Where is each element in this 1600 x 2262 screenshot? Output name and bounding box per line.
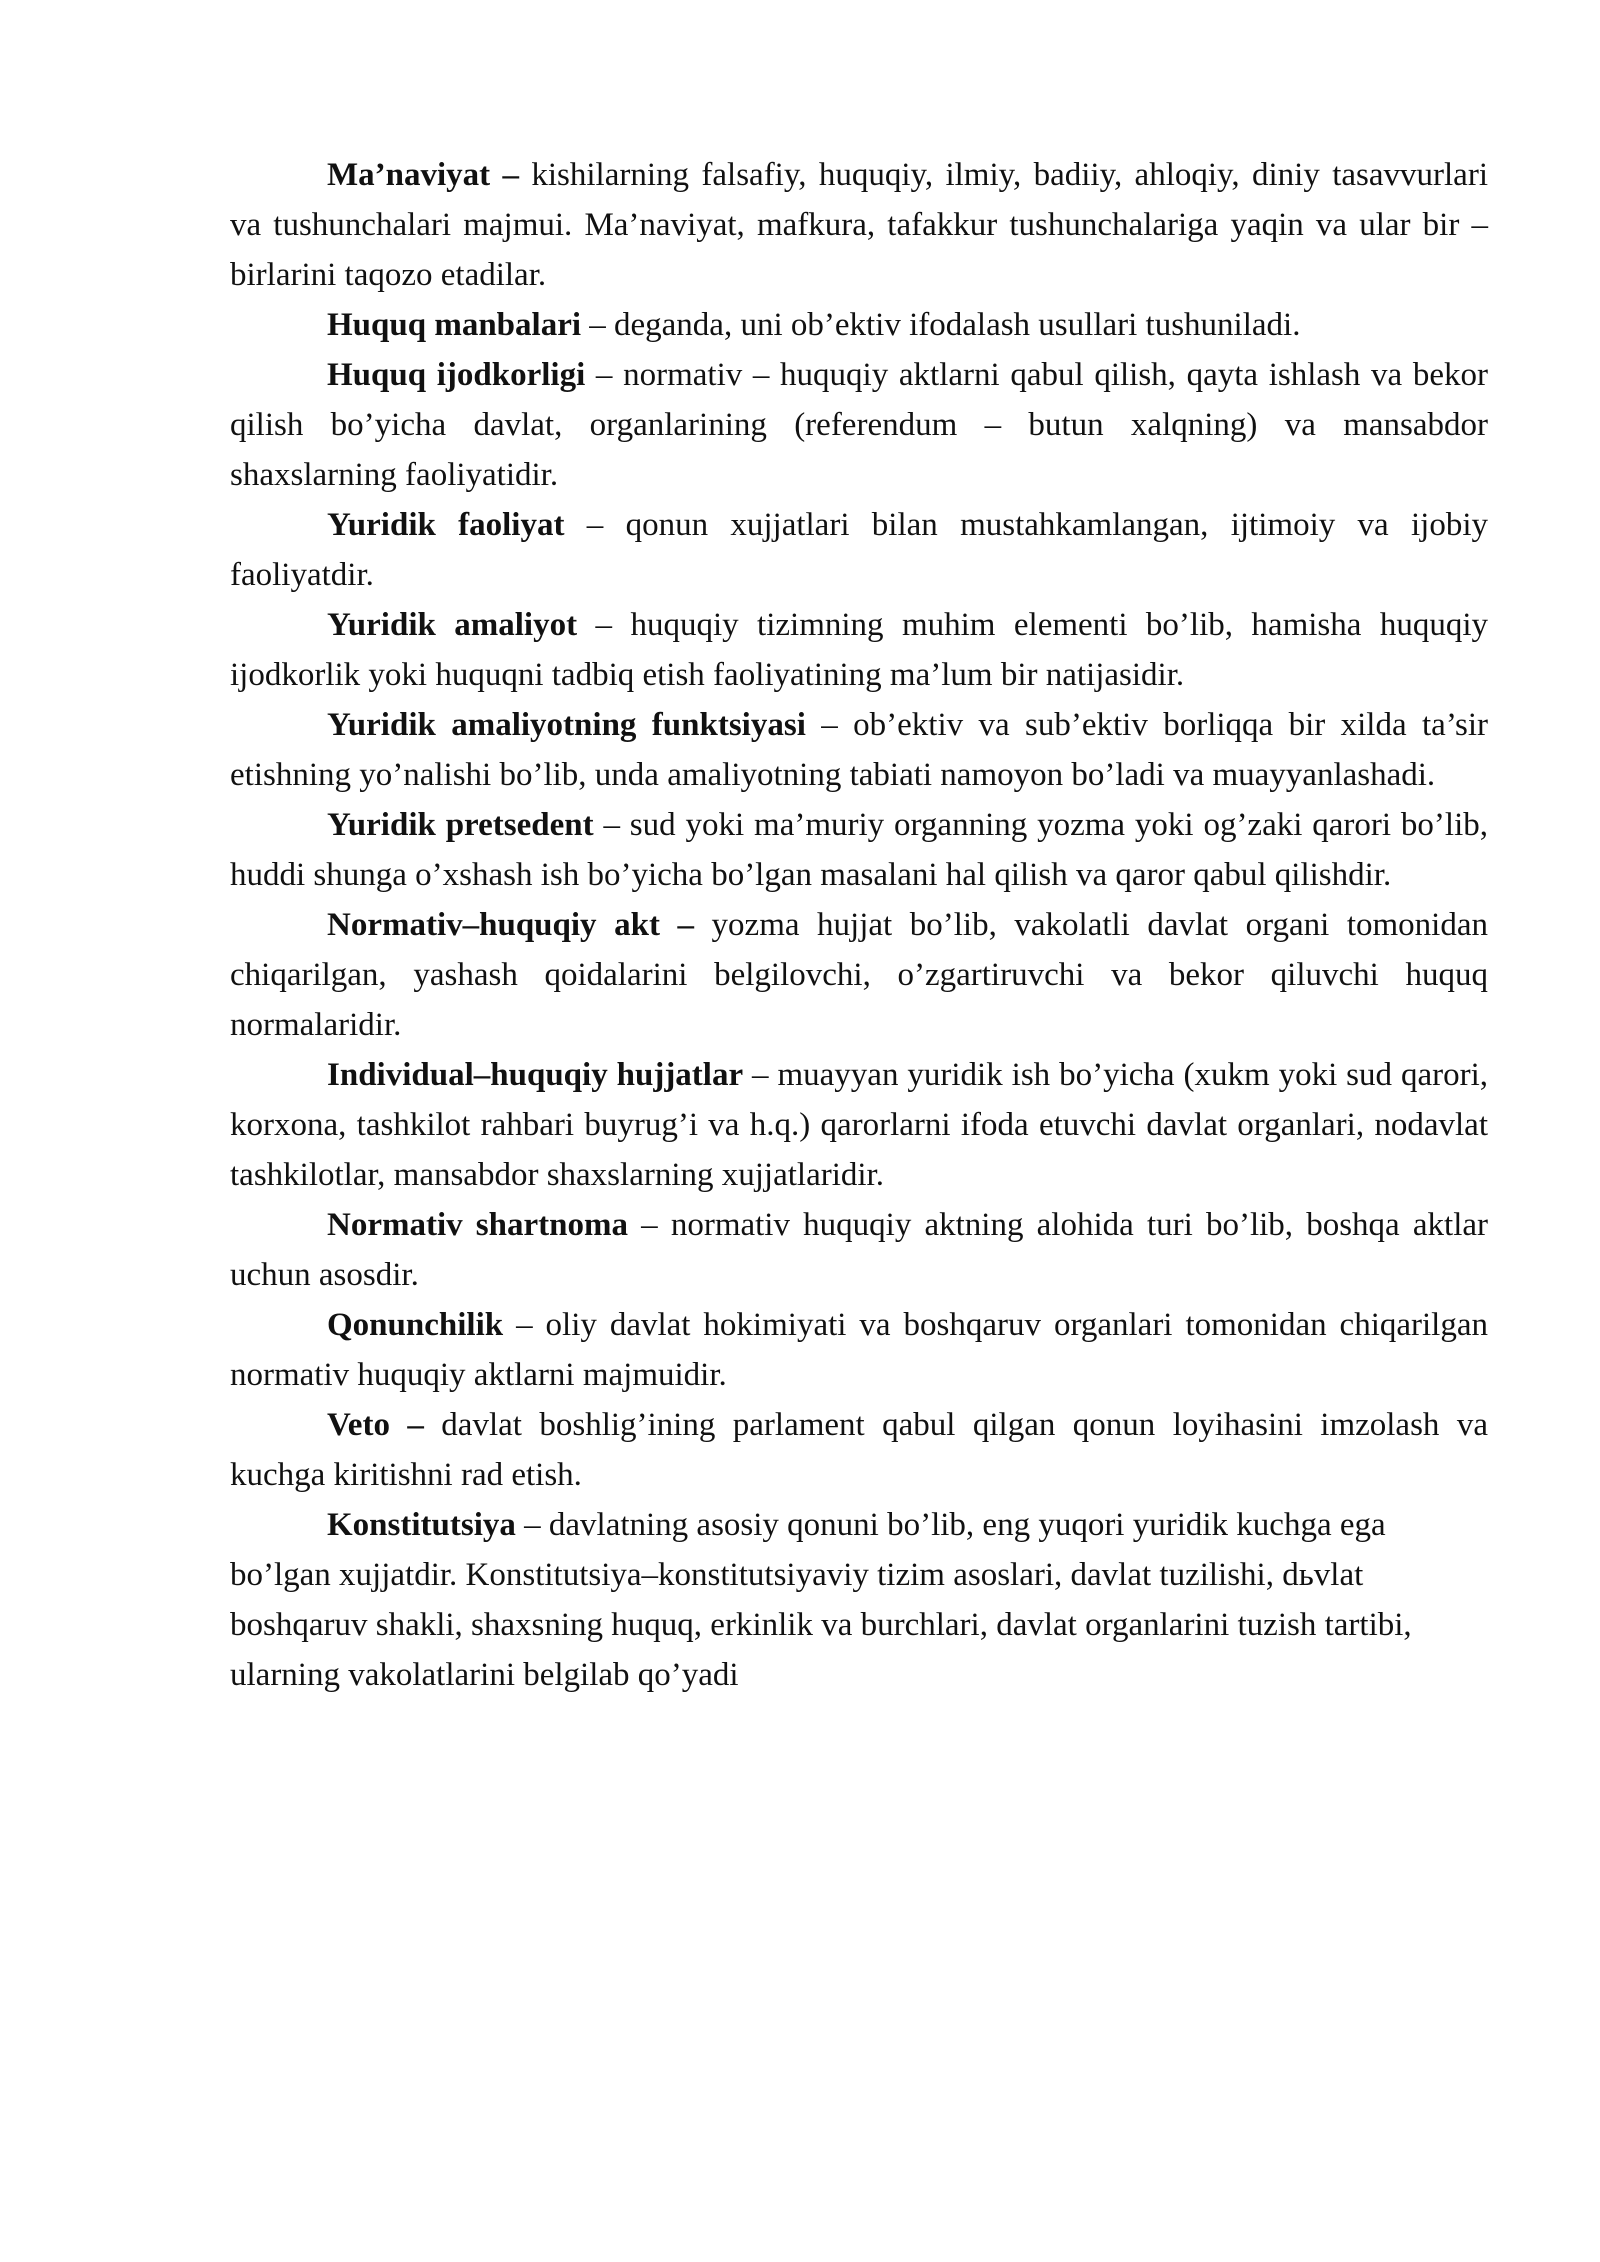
entry-term: Yuridik pretsedent [327,807,594,843]
entry-definition: – normativ huquqiy aktning alohida turi bo’lib, boshqa aktlar uchun asosdir. [230,1207,1488,1293]
glossary-entry-normativ-shartnoma [230,1200,1488,1300]
entry-definition: davlat boshlig’ining parlament qabul qilgan qonun loyihasini imzolash va kuchga kiritishni rad etish. [230,1407,1488,1493]
entry-definition: – muayyan yuridik ish bo’yicha (xukm yoki sud qarori, korxona, tashkilot rahbari buyrug’i va h.q.) qarorlarni ifoda etuvchi davlat organlari, nodavlat tashkilotlar, mansabdor shaxslarning xujjatlaridir. [230,1057,1488,1193]
glossary-entry-veto [230,1400,1488,1500]
glossary-entry-yuridik-faoliyat [230,500,1488,600]
glossary-entry-manaviyat [230,150,1488,300]
entry-term: Normativ–huquqiy akt – [327,907,694,943]
entry-term: Yuridik faoliyat [327,507,565,543]
entry-definition: – oliy davlat hokimiyati va boshqaruv organlari tomonidan chiqarilgan normativ huquqiy aktlarni majmuidir. [230,1307,1488,1393]
entry-definition: yozma hujjat bo’lib, vakolatli davlat organi tomonidan chiqarilgan, yashash qoidalarini belgilovchi, o’zgartiruvchi va bekor qiluvchi huquq normalaridir. [230,907,1488,1043]
entry-definition: – normativ – huquqiy aktlarni qabul qilish, qayta ishlash va bekor qilish bo’yicha davlat, organlarining (referendum – butun xalqning) va mansabdor shaxslarning faoliyatidir. [230,357,1488,493]
entry-term: Individual–huquqiy hujjatlar [327,1057,744,1093]
glossary-entry-qonunchilik [230,1300,1488,1400]
glossary-entry-huquq-ijodkorligi [230,350,1488,500]
entry-definition: – qonun xujjatlari bilan mustahkamlangan, ijtimoiy va ijobiy faoliyatdir. [230,507,1488,593]
entry-definition: kishilarning falsafiy, huquqiy, ilmiy, badiiy, ahloqiy, diniy tasavvurlari va tushunchalari majmui. Ma’naviyat, mafkura, tafakkur tushunchalariga yaqin va ular bir – birlarini taqozo etadilar. [230,157,1488,293]
entry-definition: – sud yoki ma’muriy organning yozma yoki og’zaki qarori bo’lib, huddi shunga o’xshash ish bo’yicha bo’lgan masalani hal qilish va qaror qabul qilishdir. [230,807,1488,893]
glossary-body [230,150,1488,1700]
glossary-entry-yuridik-pretsedent [230,800,1488,900]
entry-definition: – huquqiy tizimning muhim elementi bo’lib, hamisha huquqiy ijodkorlik yoki huquqni tadbiq etish faoliyatining ma’lum bir natijasidir. [230,607,1488,693]
glossary-entry-yuridik-amaliyotning-funktsiyasi [230,700,1488,800]
glossary-entry-huquq-manbalari [230,300,1488,350]
entry-term: Veto – [327,1407,424,1443]
glossary-entry-konstitutsiya [230,1500,1488,1700]
entry-term: Konstitutsiya [327,1507,516,1543]
entry-term: Yuridik amaliyot [327,607,578,643]
entry-definition: – ob’ektiv va sub’ektiv borliqqa bir xilda ta’sir etishning yo’nalishi bo’lib, unda amaliyotning tabiati namoyon bo’ladi va muayyanlashadi. [230,707,1488,793]
entry-term: Yuridik amaliyotning funktsiyasi [327,707,806,743]
glossary-entry-normativ-huquqiy-akt [230,900,1488,1050]
glossary-entry-yuridik-amaliyot [230,600,1488,700]
glossary-entry-individual-huquqiy-hujjatlar [230,1050,1488,1200]
entry-term: Qonunchilik [327,1307,504,1343]
entry-term: Huquq manbalari [327,307,582,343]
entry-term: Ma’naviyat – [327,157,520,193]
entry-term: Normativ shartnoma [327,1207,628,1243]
entry-definition: – deganda, uni ob’ektiv ifodalash usullari tushuniladi. [581,307,1301,343]
entry-definition: – davlatning asosiy qonuni bo’lib, eng yuqori yuridik kuchga ega bo’lgan xujjatdir. Konstitutsiya–konstitutsiyaviy tizim asoslari, davlat tuzilishi, dьvlat boshqaruv shakli, shaxsning huquq, erkinlik va burchlari, davlat organlarini tuzish tartibi, ularning vakolatlarini belgilab qo’yadi [230,1507,1412,1693]
entry-term: Huquq ijodkorligi [327,357,586,393]
